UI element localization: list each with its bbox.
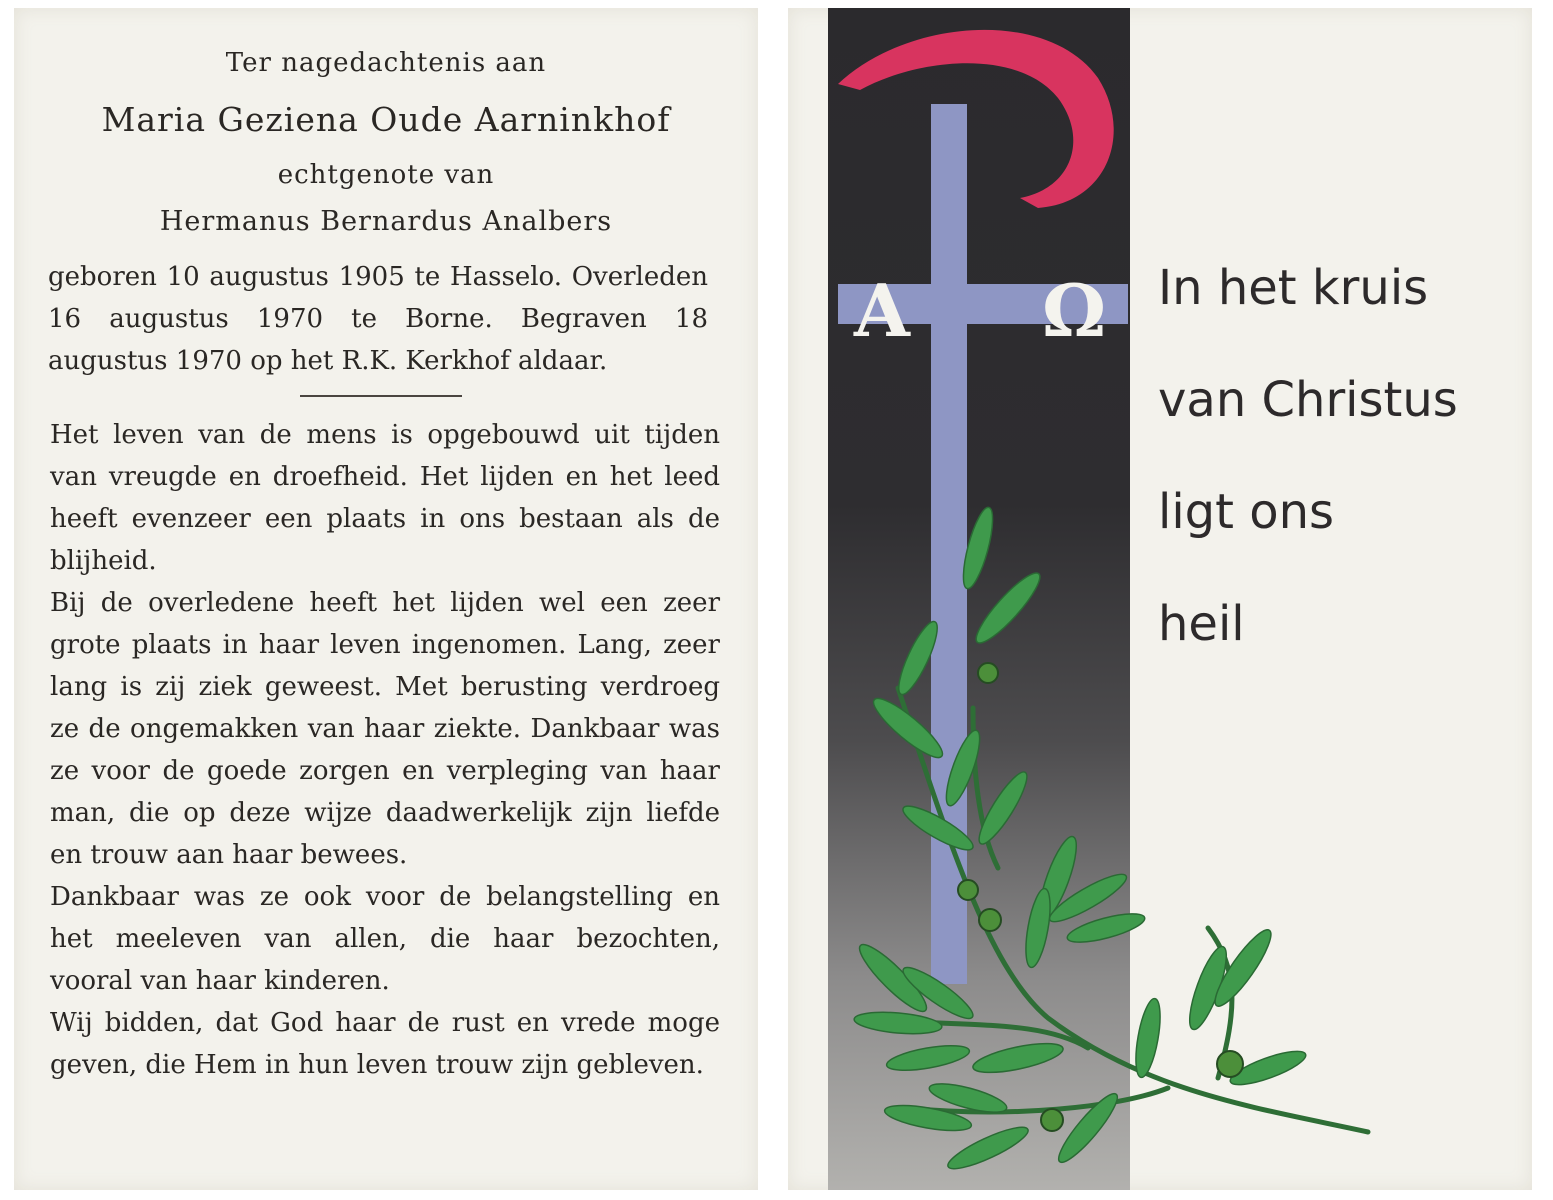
divider (300, 395, 462, 397)
spouse-name: Hermanus Bernardus Analbers (159, 206, 613, 237)
spouse-prefix: echtgenote van (277, 160, 495, 190)
meditation-paragraph: Bij de overledene heeft het lijden wel een zeer grote plaats in haar leven ingenomen. Lang, zeer lang is zij ziek geweest. Met berusting verdroeg ze de ongemakken van haar ziekte. Dankbaar was ze voor de goede zorgen en verpleging van haar man, die op deze wijze daadwerkelijk zijn liefde en trouw aan haar bewees. (50, 588, 720, 870)
life-dates: geboren 10 augustus 1905 te Hasselo. Overleden 16 augustus 1970 te Borne. Begraven 18 augustus 1970 op het R.K. Kerkhof aldaar. (48, 262, 708, 376)
illustration-card (788, 8, 1532, 1190)
meditation-text (50, 414, 720, 1086)
cross-vertical-icon (931, 104, 967, 984)
deceased-name: Maria Geziena Oude Aarninkhof (101, 100, 671, 139)
omega-icon: Ω (1042, 268, 1107, 353)
verse-line: In het kruis (1158, 260, 1429, 316)
verse-line: heil (1158, 596, 1245, 652)
alpha-icon: Α (854, 268, 910, 353)
verse-line: van Christus (1158, 372, 1458, 428)
meditation-paragraph: Wij bidden, dat God haar de rust en vrede moge geven, die Hem in hun leven trouw zijn gebleven. (50, 1008, 720, 1080)
memorial-text-card (14, 8, 758, 1190)
meditation-paragraph: Het leven van de mens is opgebouwd uit tijden van vreugde en droefheid. Het lijden en het leed heeft evenzeer een plaats in ons bestaan als de blijheid. (50, 420, 720, 576)
meditation-paragraph: Dankbaar was ze ook voor de belangstelling en het meeleven van allen, die haar bezochten, vooral van haar kinderen. (50, 882, 720, 996)
shepherd-hook-icon (838, 30, 1114, 208)
memorial-intro: Ter nagedachtenis aan (225, 48, 547, 78)
verse-line: ligt ons (1158, 484, 1335, 540)
